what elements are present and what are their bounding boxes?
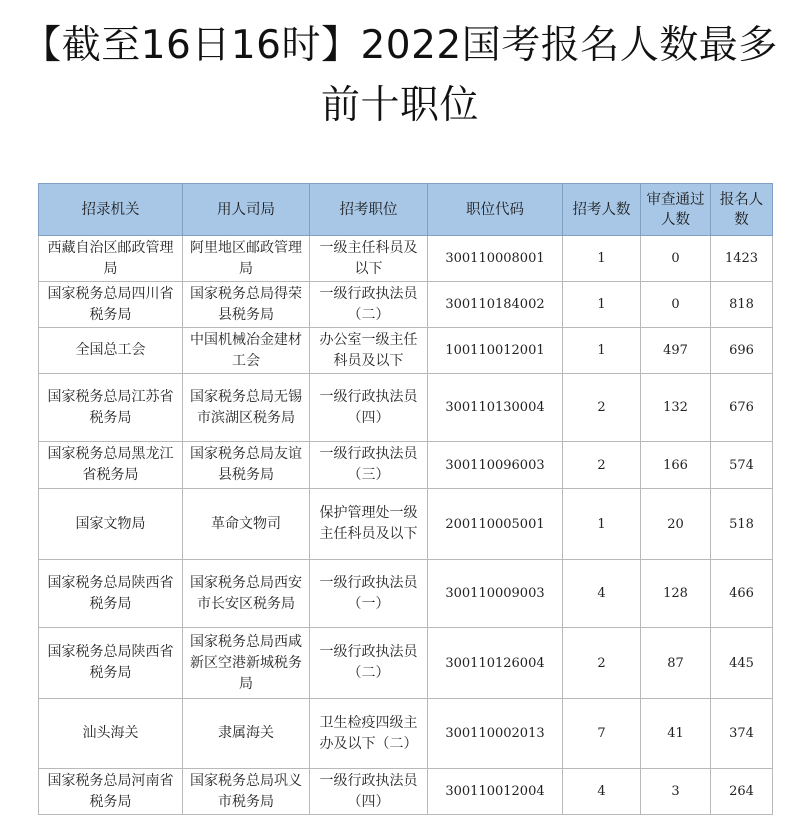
cell-approved: 166	[641, 442, 711, 489]
cell-code: 100110012001	[428, 328, 563, 374]
table-row	[39, 282, 773, 328]
cell-bureau: 国家税务总局得荣县税务局	[183, 282, 310, 328]
cell-approved: 497	[641, 328, 711, 374]
cell-bureau: 国家税务总局无锡市滨湖区税务局	[183, 374, 310, 442]
cell-position: 办公室一级主任科员及以下	[310, 328, 428, 374]
header-bureau: 用人司局	[183, 184, 310, 236]
cell-code: 300110184002	[428, 282, 563, 328]
header-agency: 招录机关	[39, 184, 183, 236]
cell-applicants: 264	[711, 769, 773, 815]
cell-position: 一级行政执法员（四）	[310, 374, 428, 442]
header-position: 招考职位	[310, 184, 428, 236]
cell-bureau: 国家税务总局西咸新区空港新城税务局	[183, 628, 310, 699]
header-applicants: 报名人数	[711, 184, 773, 236]
cell-recruit: 1	[563, 236, 641, 282]
cell-position: 一级主任科员及以下	[310, 236, 428, 282]
cell-code: 300110012004	[428, 769, 563, 815]
cell-recruit: 4	[563, 769, 641, 815]
table-row	[39, 328, 773, 374]
cell-agency: 西藏自治区邮政管理局	[39, 236, 183, 282]
cell-applicants: 466	[711, 560, 773, 628]
table-container	[38, 183, 772, 815]
cell-code: 300110008001	[428, 236, 563, 282]
cell-recruit: 1	[563, 328, 641, 374]
cell-code: 200110005001	[428, 489, 563, 560]
cell-applicants: 518	[711, 489, 773, 560]
cell-applicants: 818	[711, 282, 773, 328]
cell-approved: 87	[641, 628, 711, 699]
cell-approved: 3	[641, 769, 711, 815]
cell-recruit: 4	[563, 560, 641, 628]
table-row	[39, 489, 773, 560]
table-row	[39, 560, 773, 628]
cell-code: 300110002013	[428, 699, 563, 769]
cell-recruit: 2	[563, 442, 641, 489]
cell-applicants: 696	[711, 328, 773, 374]
cell-applicants: 1423	[711, 236, 773, 282]
cell-approved: 132	[641, 374, 711, 442]
cell-approved: 128	[641, 560, 711, 628]
data-table	[38, 183, 773, 815]
cell-agency: 国家税务总局江苏省税务局	[39, 374, 183, 442]
cell-code: 300110096003	[428, 442, 563, 489]
header-recruit: 招考人数	[563, 184, 641, 236]
cell-bureau: 国家税务总局友谊县税务局	[183, 442, 310, 489]
cell-recruit: 1	[563, 489, 641, 560]
cell-recruit: 1	[563, 282, 641, 328]
cell-agency: 国家税务总局河南省税务局	[39, 769, 183, 815]
cell-position: 卫生检疫四级主办及以下（二）	[310, 699, 428, 769]
cell-position: 保护管理处一级主任科员及以下	[310, 489, 428, 560]
page-title: 【截至16日16时】2022国考报名人数最多前十职位	[22, 23, 778, 128]
header-approved: 审查通过人数	[641, 184, 711, 236]
cell-code: 300110009003	[428, 560, 563, 628]
cell-recruit: 2	[563, 374, 641, 442]
cell-agency: 国家税务总局陕西省税务局	[39, 628, 183, 699]
cell-bureau: 国家税务总局西安市长安区税务局	[183, 560, 310, 628]
cell-position: 一级行政执法员（一）	[310, 560, 428, 628]
cell-recruit: 2	[563, 628, 641, 699]
cell-approved: 0	[641, 236, 711, 282]
cell-position: 一级行政执法员（二）	[310, 282, 428, 328]
cell-agency: 国家税务总局四川省税务局	[39, 282, 183, 328]
cell-code: 300110130004	[428, 374, 563, 442]
cell-bureau: 中国机械冶金建材工会	[183, 328, 310, 374]
cell-applicants: 445	[711, 628, 773, 699]
table-row	[39, 628, 773, 699]
cell-position: 一级行政执法员（三）	[310, 442, 428, 489]
cell-bureau: 革命文物司	[183, 489, 310, 560]
cell-bureau: 阿里地区邮政管理局	[183, 236, 310, 282]
table-header-row	[39, 184, 773, 236]
cell-recruit: 7	[563, 699, 641, 769]
table-row	[39, 769, 773, 815]
cell-position: 一级行政执法员（二）	[310, 628, 428, 699]
cell-agency: 全国总工会	[39, 328, 183, 374]
cell-bureau: 国家税务总局巩义市税务局	[183, 769, 310, 815]
cell-code: 300110126004	[428, 628, 563, 699]
cell-agency: 国家文物局	[39, 489, 183, 560]
cell-approved: 41	[641, 699, 711, 769]
cell-bureau: 隶属海关	[183, 699, 310, 769]
cell-applicants: 574	[711, 442, 773, 489]
cell-approved: 0	[641, 282, 711, 328]
cell-position: 一级行政执法员（四）	[310, 769, 428, 815]
table-row	[39, 374, 773, 442]
table-row	[39, 442, 773, 489]
cell-approved: 20	[641, 489, 711, 560]
cell-agency: 汕头海关	[39, 699, 183, 769]
cell-applicants: 374	[711, 699, 773, 769]
cell-agency: 国家税务总局黑龙江省税务局	[39, 442, 183, 489]
header-code: 职位代码	[428, 184, 563, 236]
cell-agency: 国家税务总局陕西省税务局	[39, 560, 183, 628]
table-row	[39, 699, 773, 769]
cell-applicants: 676	[711, 374, 773, 442]
table-row	[39, 236, 773, 282]
